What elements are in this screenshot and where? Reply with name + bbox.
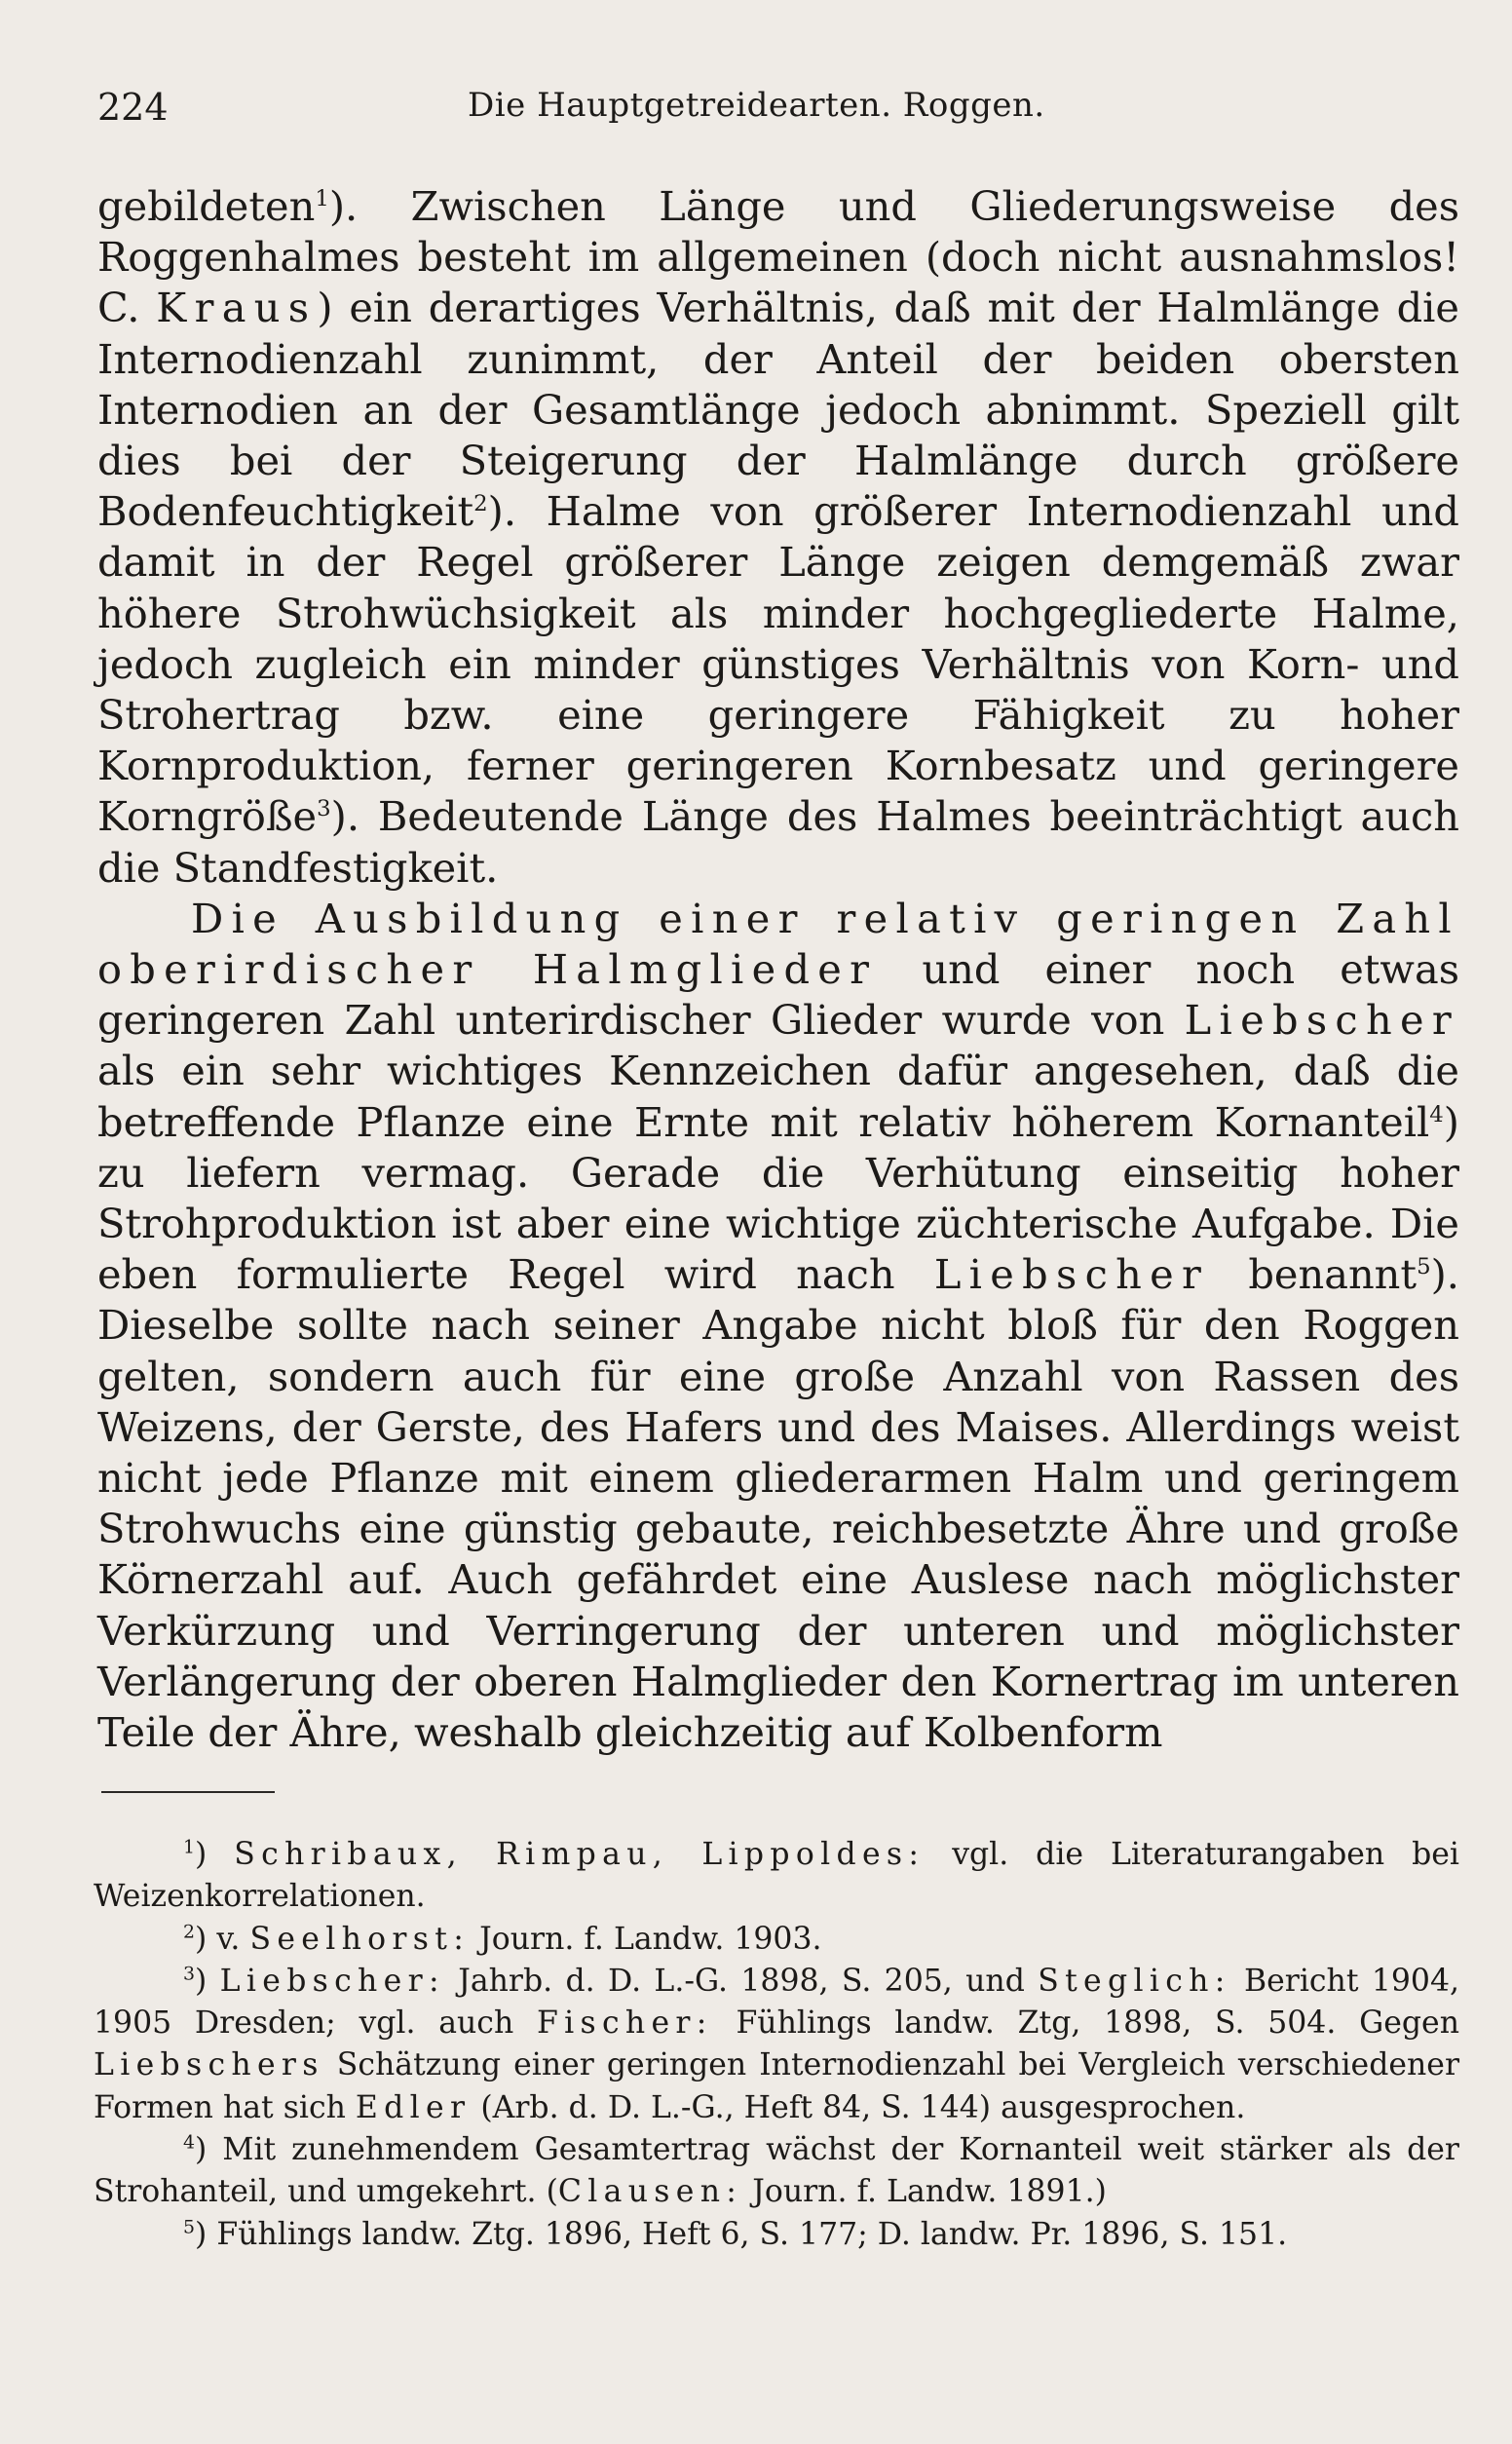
footnote-text: Bericht 1904, 1905 Dresden; vgl. auch [94, 1963, 1459, 2042]
paragraph-1 [97, 181, 1459, 894]
author-name: Edler [355, 2089, 472, 2125]
footnote-ref-1: 1 [315, 186, 329, 212]
footnote-3: $^3$) Liebscher: Jahrb. d. D. L.-G. 1898, S. 205, und Steglich: Bericht 1904, 1905 Dresden; vgl. auch Fischer: Fühlings landw. Ztg, 1898, S. 504. Gegen Liebschers Schätzung einer geringen Internodienzahl bei Vergleich verschiedener Formen hat sich Edler (Arb. d. D. L.-G., Heft 84, S. 144) ausgesprochen. [94, 1963, 1459, 2125]
author-name: Liebscher [1184, 996, 1459, 1045]
footnote-5: $^5$) Fühlings landw. Ztg. 1896, Heft 6, S. 177; D. landw. Pr. 1896, S. 151. [183, 2216, 1288, 2252]
text-run: gebildeten [97, 182, 316, 230]
author-name: Kraus [156, 284, 318, 332]
text-run: ). Dieselbe sollte nach seiner Angabe nicht bloß für den Roggen gelten, sondern auch für eine große Anzahl von Rassen des Weizens, der Gerste, des Hafers und des Maises. Allerdings weist nicht jede Pflanze mit einem gliederarmen Halm und geringem Strohwuchs eine günstig gebaute, reichbesetzte Ähre und große Körnerzahl auf. Auch gefährdet eine Auslese nach möglichster Verkürzung und Verringerung der unteren und möglichster Verlängerung der oberen Halmglieder den Kornertrag im unteren Teile der Ähre, weshalb gleichzeitig auf Kolbenform [97, 1250, 1459, 1757]
author-name: Clausen: [557, 2174, 743, 2210]
page-header [97, 86, 1459, 154]
footnote-text: Fühlings landw. Ztg, 1898, S. 504. Gegen [712, 2005, 1459, 2042]
footnote-text: Journ. f. Landw. 1903. [470, 1921, 822, 1957]
author-name: Fischer: [536, 2005, 713, 2042]
author-name: Liebschers [94, 2047, 324, 2083]
text-run: benannt [1209, 1250, 1418, 1299]
footnote-ref-4: 4 [1429, 1101, 1444, 1127]
footnotes [94, 1834, 1459, 2256]
author-name: Seelhorst: [249, 1921, 471, 1957]
footnote-ref-3: 3 [317, 796, 331, 822]
footnote-marker: 5 [183, 2216, 196, 2238]
footnote-marker: 2 [183, 1921, 196, 1943]
text-run: als ein sehr wichtiges Kennzeichen dafür angesehen, daß die betreffende Pflanze eine Ernte mit relativ höherem Kornanteil [97, 1047, 1459, 1146]
footnote-divider [101, 1791, 275, 1793]
author-name: Steglich: [1038, 1963, 1231, 1999]
paragraph-2 [97, 894, 1459, 1758]
author-name: Liebscher: [219, 1963, 445, 1999]
main-text [97, 181, 1459, 1758]
text-run: und einer noch etwas geringeren Zahl unterirdischer Glieder wurde von [97, 945, 1459, 1045]
footnote-4: $^4$) Mit zunehmendem Gesamtertrag wächst der Kornanteil weit stärker als der Strohanteil, und umgekehrt. (Clausen: Journ. f. Landw. 1891.) [94, 2131, 1459, 2210]
footnote-text: (Arb. d. D. L.-G., Heft 84, S. 144) ausgesprochen. [471, 2089, 1246, 2125]
footnote-text: Jahrb. d. D. L.-G. 1898, S. 205, und [444, 1963, 1039, 1999]
text-run: ) zu liefern vermag. Gerade die Verhütung einseitig hoher Strohproduktion ist aber eine wichtige züchterische Aufgabe. Die eben formulierte Regel wird nach [97, 1097, 1459, 1299]
footnote-text: Fühlings landw. Ztg. 1896, Heft 6, S. 177; D. landw. Pr. 1896, S. 151. [207, 2216, 1288, 2252]
author-name: Liebscher [933, 1250, 1210, 1299]
footnote-text: vgl. die Literaturangaben bei Weizenkorrelationen. [94, 1837, 1459, 1915]
footnote-ref-2: 2 [473, 491, 488, 517]
footnote-text: v. [216, 1921, 250, 1957]
footnote-ref-5: 5 [1417, 1254, 1431, 1280]
emphasized-phrase: Die Ausbildung einer relativ geringen Zahl oberirdischer Halmglieder [97, 894, 1459, 994]
footnote-marker: 4 [183, 2131, 196, 2154]
footnote-text: Schätzung einer geringen Internodienzahl bei Vergleich verschiedener Formen hat sich [94, 2047, 1459, 2125]
running-title: Die Hauptgetreidearten. Roggen. [468, 86, 1045, 125]
footnote-1: $^1$) Schribaux, Rimpau, Lippoldes: vgl. die Literaturangaben bei Weizenkorrelationen. [94, 1836, 1459, 1915]
page-number: 224 [97, 86, 169, 129]
footnote-text: Mit zunehmendem Gesamtertrag wächst der Kornanteil weit stärker als der Strohanteil, und umgekehrt. ( [94, 2132, 1459, 2210]
footnote-marker: 1 [183, 1836, 196, 1858]
author-name: Schribaux, Rimpau, Lippoldes: [234, 1837, 926, 1872]
footnote-text: Journ. f. Landw. 1891.) [742, 2174, 1107, 2210]
text-run: ). Halme von größerer Internodienzahl und damit in der Regel größerer Länge zeigen demgemäß zwar höhere Strohwüchsigkeit als minder hochgegliederte Halme, jedoch zugleich ein minder günstiges Verhältnis von Korn- und Strohertrag bzw. eine geringere Fähigkeit zu hoher Kornproduktion, ferner geringeren Kornbesatz und geringere Korngröße [97, 487, 1459, 841]
text-run: ). Zwischen Länge und Gliederungsweise des Roggenhalmes besteht im allgemeinen (doch nicht ausnahmslos! C. [97, 182, 1459, 332]
footnote-2: $^2$) v. Seelhorst: Journ. f. Landw. 1903. [183, 1921, 822, 1957]
text-run: ). Bedeutende Länge des Halmes beeinträchtigt auch die Standfestigkeit. [97, 792, 1459, 892]
text-run: ) ein derartiges Verhältnis, daß mit der Halmlänge die Internodienzahl zunimmt, der Anteil der beiden obersten Internodien an der Gesamtlänge jedoch abnimmt. Speziell gilt dies bei der Steigerung der Halmlänge durch größere Bodenfeuchtigkeit [97, 284, 1459, 536]
footnote-marker: 3 [183, 1963, 196, 1985]
